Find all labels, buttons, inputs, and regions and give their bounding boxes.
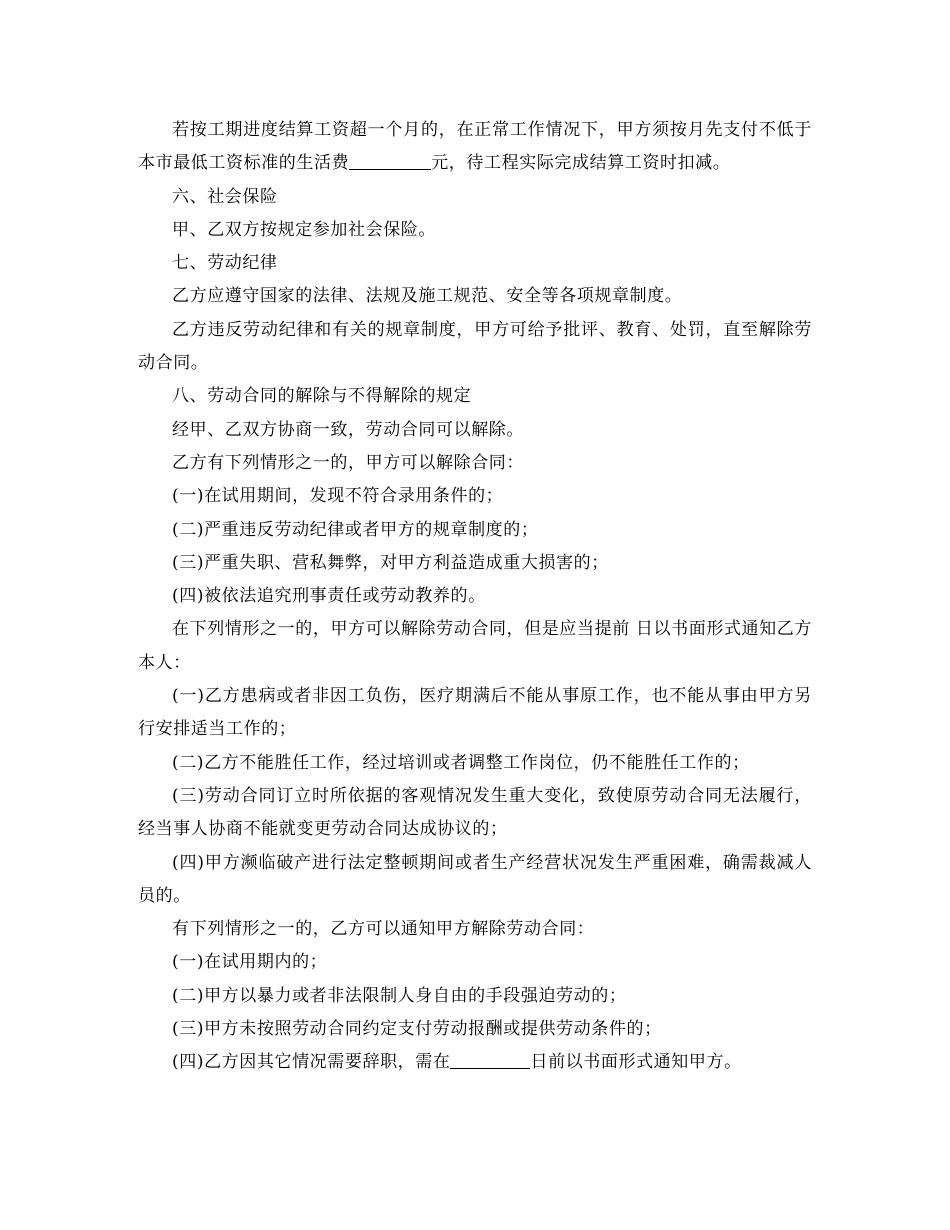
paragraph-notice-termination-intro: 在下列情形之一的，甲方可以解除劳动合同，但是应当提前 日以书面形式通知乙方本人： (138, 619, 812, 673)
paragraph-social-insurance: 甲、乙双方按规定参加社会保险。 (172, 219, 436, 240)
section-heading-labor-discipline: 七、劳动纪律 (172, 253, 278, 274)
section-heading-termination: 八、劳动合同的解除与不得解除的规定 (172, 386, 472, 407)
paragraph-text: 元，待工程实际完成结算工资时扣减。 (431, 153, 731, 174)
list-item: (三)甲方未按照劳动合同约定支付劳动报酬或提供劳动条件的； (172, 1019, 662, 1040)
paragraph-text: 若按工期进度结算工资超一个月的，在正常工作情况下，甲方须按月先支付不低于本市最低工资标准的生活费 (138, 120, 812, 174)
section-heading-social-insurance: 六、社会保险 (172, 186, 278, 207)
paragraph-text: (四)乙方因其它情况需要辞职，需在 (172, 1052, 451, 1073)
list-item: (三)严重失职、营私舞弊，对甲方利益造成重大损害的； (172, 552, 609, 573)
paragraph-text: 日前以书面形式通知甲方。 (530, 1052, 742, 1073)
list-item: (一)在试用期内的； (172, 952, 328, 973)
paragraph-employee-termination-intro: 有下列情形之一的，乙方可以通知甲方解除劳动合同： (172, 919, 595, 940)
list-item: (二)乙方不能胜任工作，经过培训或者调整工作岗位，仍不能胜任工作的； (172, 752, 750, 773)
list-item: (一)乙方患病或者非因工负伤，医疗期满后不能从事原工作，也不能从事由甲方另行安排适当工作的； (138, 686, 812, 740)
list-item: (一)在试用期间，发现不符合录用条件的； (172, 486, 504, 507)
paragraph-employer-termination-intro: 乙方有下列情形之一的，甲方可以解除合同： (172, 452, 524, 473)
fill-in-blank-living-expense (349, 152, 431, 170)
paragraph-wage-advance (138, 114, 812, 181)
paragraph-mutual-termination: 经甲、乙双方协商一致，劳动合同可以解除。 (172, 419, 524, 440)
paragraph-discipline-violation: 乙方违反劳动纪律和有关的规章制度，甲方可给予批评、教育、处罚，直至解除劳动合同。 (138, 319, 812, 374)
list-item: (二)甲方以暴力或者非法限制人身自由的手段强迫劳动的； (172, 985, 627, 1006)
fill-in-blank-notice-days (450, 1051, 530, 1069)
paragraph-obey-rules: 乙方应遵守国家的法律、法规及施工规范、安全等各项规章制度。 (172, 286, 683, 307)
list-item: (四)被依法追究刑事责任或劳动教养的。 (172, 586, 486, 607)
list-item: (三)劳动合同订立时所依据的客观情况发生重大变化，致使原劳动合同无法履行，经当事人协商不能就变更劳动合同达成协议的； (138, 785, 812, 840)
list-item: (二)严重违反劳动纪律或者甲方的规章制度的； (172, 519, 539, 540)
list-item: (四)甲方濒临破产进行法定整顿期间或者生产经营状况发生严重困难，确需裁减人员的。 (138, 852, 812, 906)
list-item-resignation (138, 1046, 812, 1079)
